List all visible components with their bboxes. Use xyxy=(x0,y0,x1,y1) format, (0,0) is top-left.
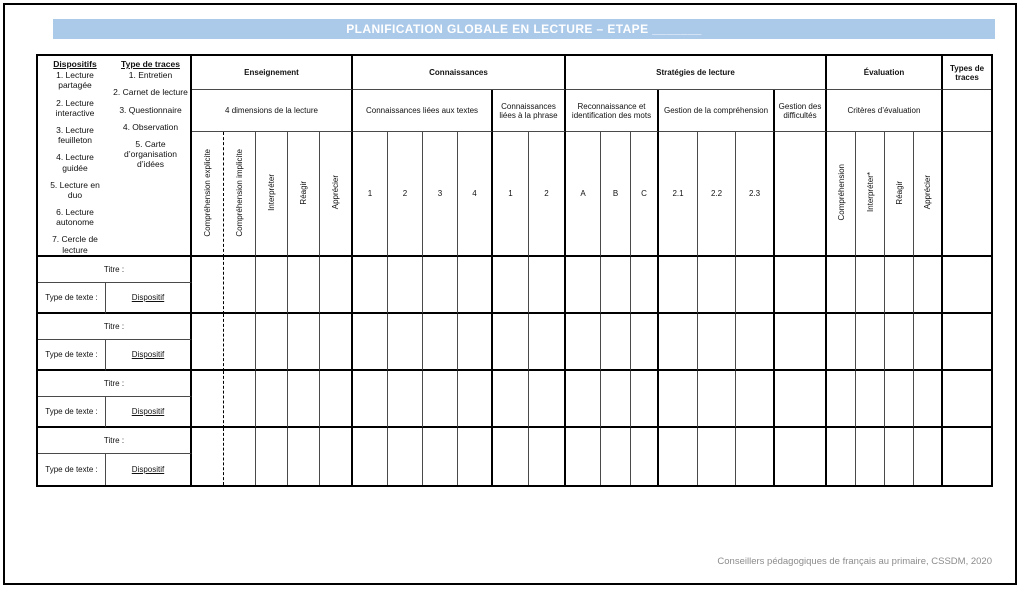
grid-cell xyxy=(631,428,659,485)
titre-cell: Titre : xyxy=(38,257,192,283)
subheader-difficultes: Gestion des difficultés xyxy=(775,90,827,132)
footer-credit: Conseillers pédagogiques de français au primaire, CSSDM, 2020 xyxy=(717,556,992,567)
subheader-dimensions: 4 dimensions de la lecture xyxy=(192,90,353,132)
grid-cell xyxy=(566,314,601,371)
section-strategies: Stratégies de lecture xyxy=(566,56,827,90)
col-eval-comprehension: Compréhension xyxy=(827,132,856,257)
types-traces-empty-cell xyxy=(943,90,991,132)
title-bar xyxy=(53,19,995,39)
grid-cell xyxy=(856,314,885,371)
list-item: 4. Lecture guidée xyxy=(56,152,94,173)
grid-cell xyxy=(256,257,288,314)
grid-cell xyxy=(320,314,353,371)
grid-cell xyxy=(914,314,943,371)
grid-cell xyxy=(192,257,224,314)
col-mots-b: B xyxy=(601,132,631,257)
grid-cell xyxy=(775,257,827,314)
grid-cell xyxy=(736,371,775,428)
grid-cell xyxy=(493,371,529,428)
subheader-gestion: Gestion de la compréhension xyxy=(659,90,775,132)
type-de-texte-cell: Type de texte : xyxy=(38,454,106,485)
titre-cell: Titre : xyxy=(38,314,192,340)
dispositif-cell: Dispositif xyxy=(106,454,192,485)
list-item: 5. Carte d’organisation d’idées xyxy=(124,138,177,170)
list-item: 3. Lecture feuilleton xyxy=(56,124,94,146)
legend xyxy=(38,56,190,255)
grid-cell xyxy=(458,257,493,314)
col-texte-4: 4 xyxy=(458,132,493,257)
grid-cell xyxy=(827,314,856,371)
grid-cell xyxy=(698,371,736,428)
grid-cell xyxy=(827,257,856,314)
grid-cell xyxy=(698,314,736,371)
dispositif-cell: Dispositif xyxy=(106,397,192,428)
subheader-phrase: Connaissances liées à la phrase xyxy=(493,90,566,132)
grid-cell xyxy=(388,257,423,314)
dispositif-cell: Dispositif xyxy=(106,283,192,314)
titre-cell: Titre : xyxy=(38,371,192,397)
grid-cell xyxy=(529,371,566,428)
section-types-traces: Types de traces xyxy=(943,56,991,90)
grid-cell xyxy=(566,428,601,485)
grid-cell xyxy=(388,428,423,485)
grid-cell xyxy=(192,371,224,428)
grid-cell xyxy=(529,428,566,485)
grid-cell xyxy=(856,428,885,485)
list-item: 1. Lecture partagée xyxy=(56,70,94,91)
grid-cell xyxy=(529,257,566,314)
type-de-texte-cell: Type de texte : xyxy=(38,397,106,428)
traces-list xyxy=(107,59,188,255)
grid-cell xyxy=(943,371,991,428)
grid-cell xyxy=(288,371,320,428)
col-difficultes-empty xyxy=(775,132,827,257)
col-types-traces-empty xyxy=(943,132,991,257)
grid-cell xyxy=(458,371,493,428)
grid-cell xyxy=(423,428,458,485)
grid-cell xyxy=(943,257,991,314)
grid-cell xyxy=(566,371,601,428)
grid-cell xyxy=(659,371,698,428)
grid-cell xyxy=(659,428,698,485)
grid-cell xyxy=(943,314,991,371)
grid-cell xyxy=(288,314,320,371)
type-de-texte-cell: Type de texte : xyxy=(38,340,106,371)
grid-cell xyxy=(192,428,224,485)
grid-cell xyxy=(736,428,775,485)
grid-cell xyxy=(885,314,914,371)
grid-cell xyxy=(856,257,885,314)
list-item: 6. Lecture autonome xyxy=(56,207,94,228)
grid-cell xyxy=(775,314,827,371)
grid-cell xyxy=(493,257,529,314)
list-item: 1. Entretien xyxy=(128,70,173,81)
grid-cell xyxy=(566,257,601,314)
legend-cell xyxy=(38,56,192,257)
grid-cell xyxy=(914,371,943,428)
list-item: 7. Cercle de lecture xyxy=(52,234,98,255)
col-interpreter: Interpréter xyxy=(256,132,288,257)
col-gestion-21: 2.1 xyxy=(659,132,698,257)
col-apprecier: Apprécier xyxy=(320,132,353,257)
dispositif-cell: Dispositif xyxy=(106,340,192,371)
section-connaissances: Connaissances xyxy=(353,56,566,90)
grid-cell xyxy=(659,314,698,371)
grid-cell xyxy=(601,314,631,371)
page-title: PLANIFICATION GLOBALE EN LECTURE – ETAPE _______ xyxy=(346,22,702,36)
subheader-textes: Connaissances liées aux textes xyxy=(353,90,493,132)
grid-cell xyxy=(775,428,827,485)
grid-cell xyxy=(736,257,775,314)
grid-cell xyxy=(320,428,353,485)
col-gestion-23: 2.3 xyxy=(736,132,775,257)
col-texte-2: 2 xyxy=(388,132,423,257)
col-phrase-2: 2 xyxy=(529,132,566,257)
grid-cell xyxy=(288,428,320,485)
col-phrase-1: 1 xyxy=(493,132,529,257)
grid-cell xyxy=(388,314,423,371)
grid-cell xyxy=(388,371,423,428)
grid-cell xyxy=(458,428,493,485)
col-eval-reagir: Réagir xyxy=(885,132,914,257)
col-gestion-22: 2.2 xyxy=(698,132,736,257)
planning-table xyxy=(36,54,993,487)
grid-cell xyxy=(631,257,659,314)
grid-cell xyxy=(631,371,659,428)
grid-cell xyxy=(192,314,224,371)
col-mots-a: A xyxy=(566,132,601,257)
grid-cell xyxy=(529,314,566,371)
grid-cell xyxy=(320,257,353,314)
grid-cell xyxy=(601,371,631,428)
grid-cell xyxy=(659,257,698,314)
col-comprehension-explicite: Compréhension explicite xyxy=(192,132,224,257)
grid-cell xyxy=(423,371,458,428)
grid-cell xyxy=(256,314,288,371)
grid-cell xyxy=(353,257,388,314)
grid-cell xyxy=(224,371,256,428)
grid-cell xyxy=(224,257,256,314)
grid-cell xyxy=(601,428,631,485)
dispositifs-heading: Dispositifs xyxy=(53,59,97,70)
list-item: 2. Carnet de lecture xyxy=(113,87,188,98)
col-eval-apprecier: Apprécier xyxy=(914,132,943,257)
grid-cell xyxy=(256,428,288,485)
grid-cell xyxy=(458,314,493,371)
grid-cell xyxy=(698,257,736,314)
traces-heading: Type de traces xyxy=(121,59,180,70)
col-reagir: Réagir xyxy=(288,132,320,257)
subheader-mots: Reconnaissance et identification des mots xyxy=(566,90,659,132)
col-eval-interpreter: Interpréter* xyxy=(856,132,885,257)
grid-cell xyxy=(423,314,458,371)
grid-cell xyxy=(601,257,631,314)
grid-cell xyxy=(631,314,659,371)
list-item: 5. Lecture en duo xyxy=(50,179,100,200)
col-texte-3: 3 xyxy=(423,132,458,257)
grid-cell xyxy=(423,257,458,314)
grid-cell xyxy=(914,257,943,314)
list-item: 3. Questionnaire xyxy=(119,104,182,115)
grid-cell xyxy=(493,428,529,485)
type-de-texte-cell: Type de texte : xyxy=(38,283,106,314)
col-mots-c: C xyxy=(631,132,659,257)
subheader-criteres: Critères d’évaluation xyxy=(827,90,943,132)
section-evaluation: Évaluation xyxy=(827,56,943,90)
grid-cell xyxy=(320,371,353,428)
grid-cell xyxy=(943,428,991,485)
grid-cell xyxy=(885,371,914,428)
grid-cell xyxy=(698,428,736,485)
grid-cell xyxy=(827,371,856,428)
grid-cell xyxy=(288,257,320,314)
grid-cell xyxy=(885,257,914,314)
grid-cell xyxy=(353,371,388,428)
grid-cell xyxy=(224,314,256,371)
titre-cell: Titre : xyxy=(38,428,192,454)
list-item: 2. Lecture interactive xyxy=(55,97,95,118)
grid-cell xyxy=(224,428,256,485)
dispositifs-list xyxy=(43,59,107,255)
grid-cell xyxy=(353,314,388,371)
section-enseignement: Enseignement xyxy=(192,56,353,90)
grid-cell xyxy=(856,371,885,428)
grid-cell xyxy=(914,428,943,485)
grid-cell xyxy=(885,428,914,485)
col-comprehension-implicite: Compréhension implicite xyxy=(224,132,256,257)
col-texte-1: 1 xyxy=(353,132,388,257)
grid-cell xyxy=(493,314,529,371)
list-item: 4. Observation xyxy=(122,121,179,132)
grid-cell xyxy=(353,428,388,485)
grid-cell xyxy=(827,428,856,485)
grid-cell xyxy=(736,314,775,371)
grid-cell xyxy=(256,371,288,428)
grid-cell xyxy=(775,371,827,428)
